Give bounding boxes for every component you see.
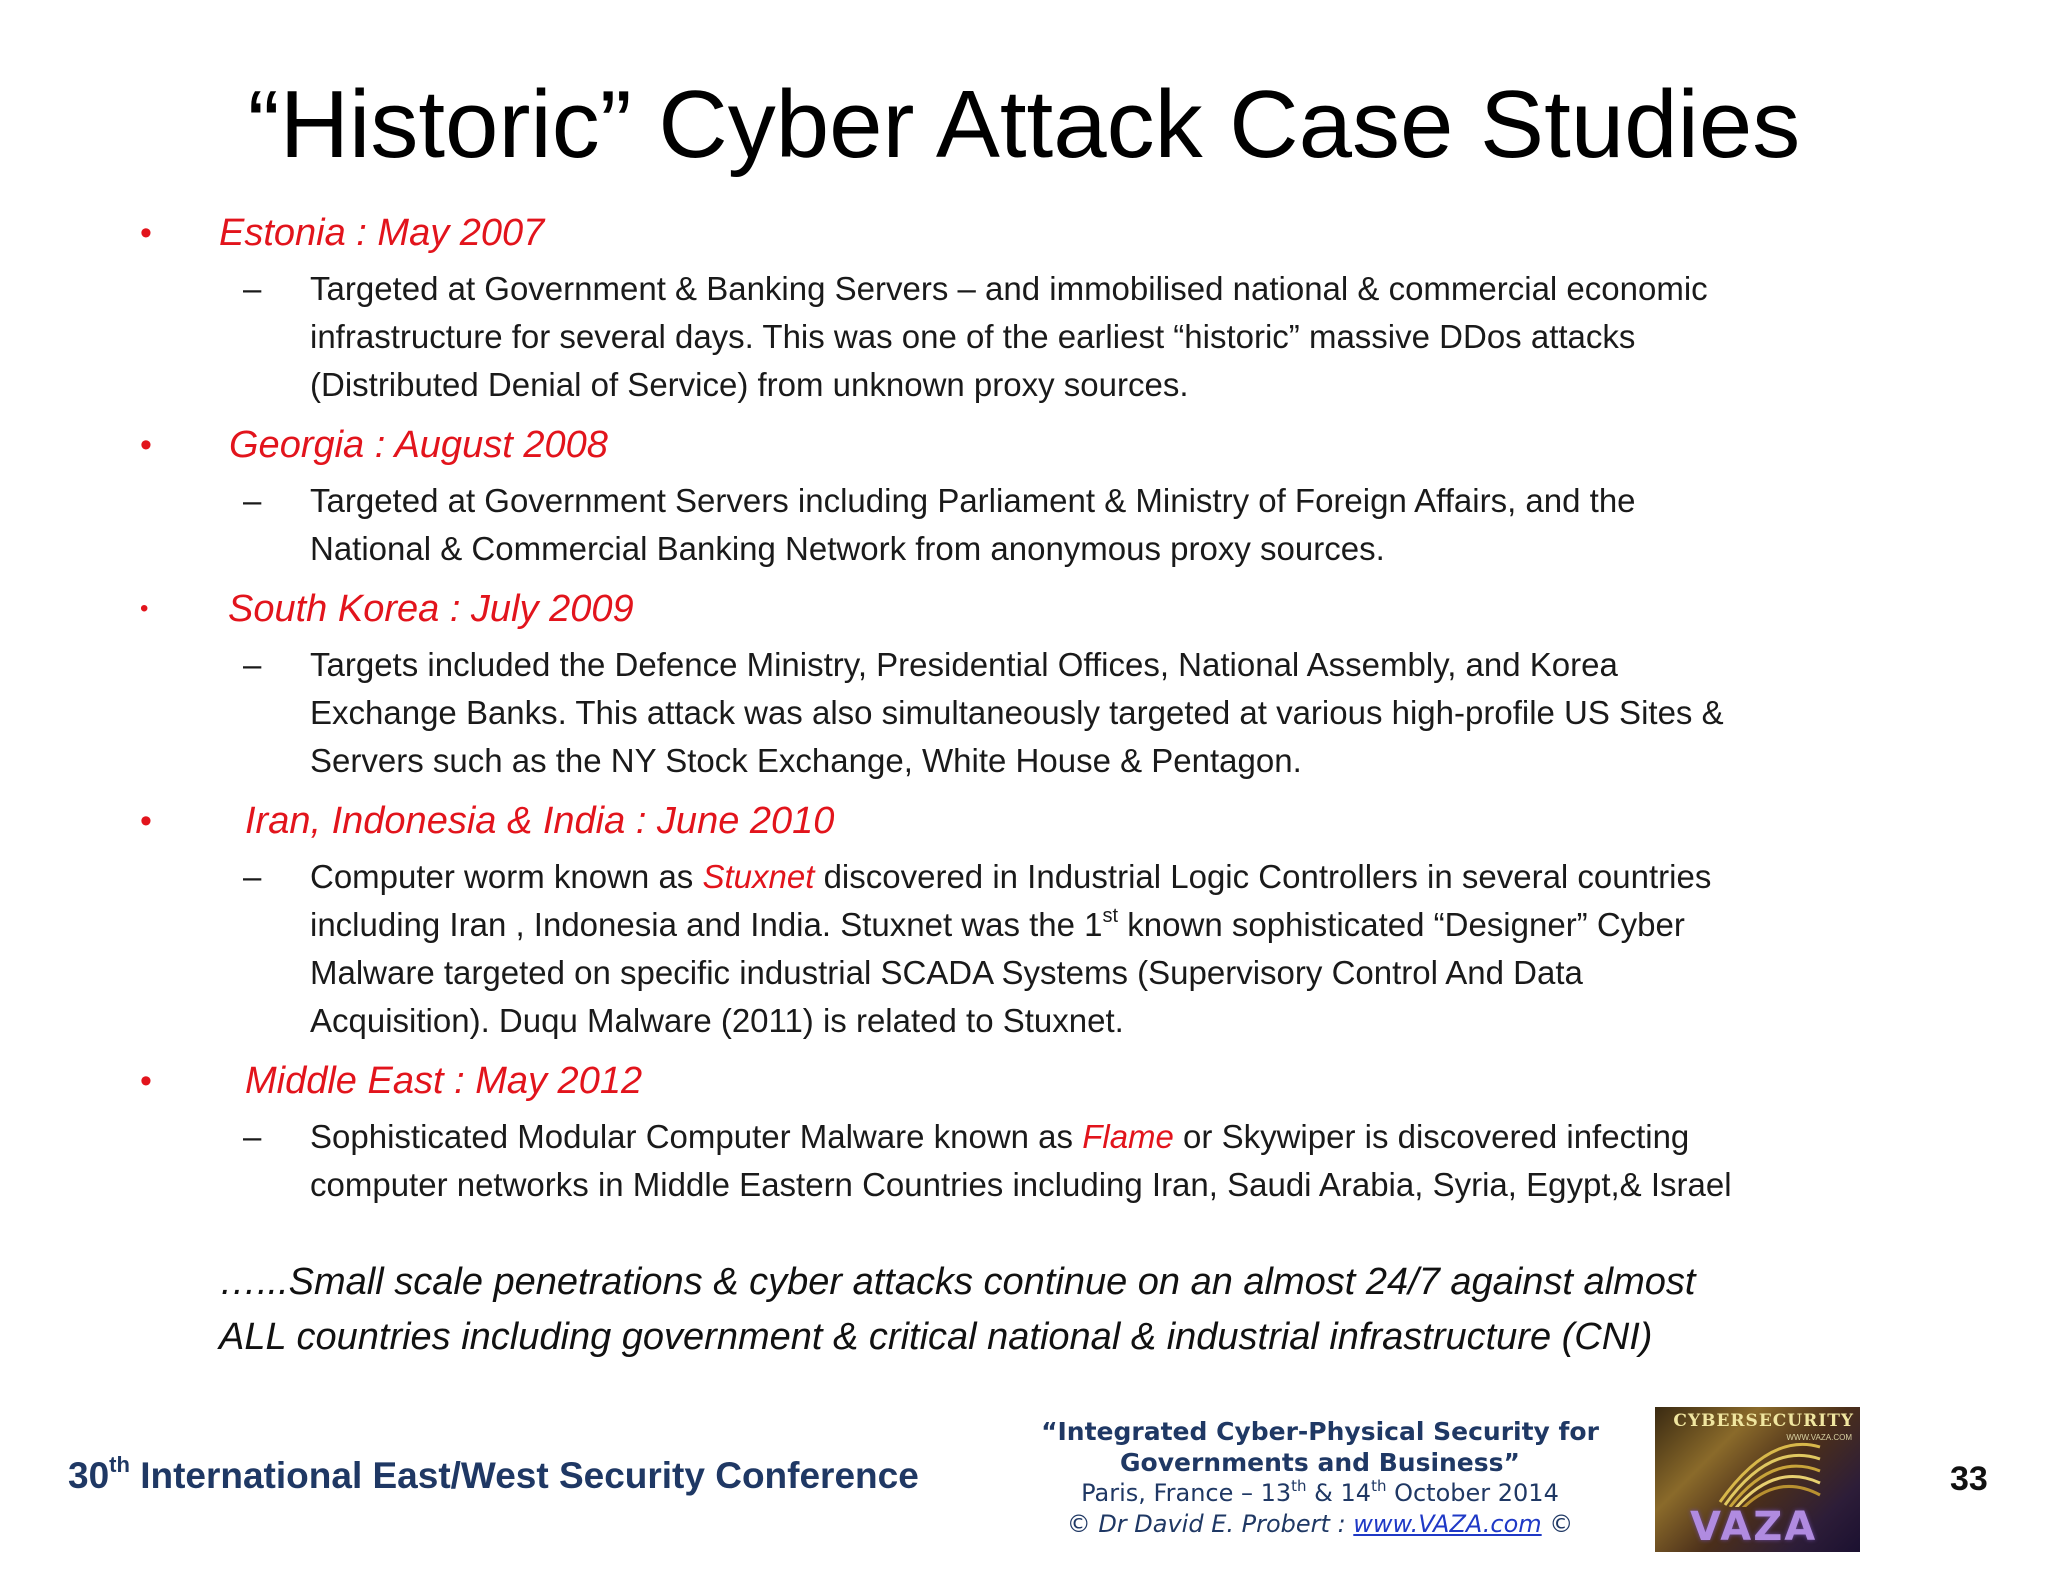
description-text: Sophisticated Modular Computer Malware known as [310,1118,1083,1155]
event-title-line: “Integrated Cyber-Physical Security for [1041,1417,1599,1446]
description-line: Servers such as the NY Stock Exchange, White House & Pentagon. [310,742,1302,779]
description-line: Targets included the Defence Ministry, Presidential Offices, National Assembly, and Korea [310,646,1618,683]
vaza-cybersecurity-logo [1655,1407,1860,1552]
case-description-stuxnet [140,853,1940,1045]
event-title-line: Governments and Business” [1120,1448,1520,1477]
bullet-icon: • [140,1062,152,1100]
case-heading-georgia [140,417,1940,473]
case-description-south-korea [140,641,1940,785]
logo-vaza-text: VAZA [1690,1504,1818,1550]
dash-icon: – [243,1118,262,1155]
location-text: Paris, France – 13 [1081,1479,1292,1507]
description-text: or Skywiper is discovered infecting [1173,1118,1690,1155]
closing-line: ALL countries including government & critical national & industrial infrastructure (CNI) [219,1316,1653,1358]
conference-name [68,1452,919,1497]
case-heading-text: South Korea : July 2009 [228,588,634,630]
superscript: th [109,1452,130,1477]
logo-cybersecurity-text: CYBERSECURITY [1673,1411,1854,1431]
description-text: including Iran , Indonesia and India. Stuxnet was the 1 [310,906,1103,943]
event-location-date [1005,1478,1635,1509]
event-info [1005,1416,1635,1540]
description-line [310,1113,1940,1161]
description-line: Acquisition). Duqu Malware (2011) is related to Stuxnet. [310,1002,1124,1039]
superscript: th [1371,1477,1387,1495]
case-heading-text: Iran, Indonesia & India : June 2010 [245,800,835,842]
description-text: Computer worm known as [310,858,703,895]
copyright-line [1005,1509,1635,1540]
bullet-icon: • [140,426,152,464]
bullet-icon: • [140,802,152,840]
description-line [310,853,1940,901]
case-heading-middle-east [140,1053,1940,1109]
dash-icon: – [243,858,262,895]
malware-name-stuxnet: Stuxnet [702,858,815,895]
case-heading-estonia [140,205,1940,261]
copyright-symbol: © [1541,1510,1574,1538]
bullet-icon: • [140,214,152,252]
case-heading-text: Middle East : May 2012 [245,1060,643,1102]
conference-number: 30 [68,1455,110,1496]
case-heading-south-korea [140,581,1940,637]
case-study-list [140,205,1940,1217]
case-heading-iran-indonesia-india [140,793,1940,849]
dash-icon: – [243,270,262,307]
case-description-georgia [140,477,1940,573]
description-line: Targeted at Government & Banking Servers – and immobilised national & commercial economic [310,270,1708,307]
description-line: National & Commercial Banking Network from anonymous proxy sources. [310,530,1385,567]
dash-icon: – [243,482,262,519]
description-line: infrastructure for several days. This was one of the earliest “historic” massive DDos attacks [310,318,1636,355]
description-line: Exchange Banks. This attack was also simultaneously targeted at various high-profile US Sites & [310,694,1724,731]
superscript: th [1291,1477,1307,1495]
bullet-icon: • [140,595,149,622]
location-text: October 2014 [1386,1479,1559,1507]
copyright-author: © Dr David E. Probert : [1066,1510,1354,1538]
description-line: (Distributed Denial of Service) from unknown proxy sources. [310,366,1189,403]
superscript: st [1102,905,1119,927]
description-line: computer networks in Middle Eastern Countries including Iran, Saudi Arabia, Syria, Egypt,& Israel [310,1166,1732,1203]
description-line [310,901,1940,949]
page-number: 33 [1950,1460,1988,1498]
case-heading-text: Estonia : May 2007 [219,212,545,254]
description-text: known sophisticated “Designer” Cyber [1118,906,1685,943]
dash-icon: – [243,646,262,683]
malware-name-flame: Flame [1082,1118,1174,1155]
closing-statement [219,1255,1695,1365]
location-text: & 14 [1306,1479,1372,1507]
vaza-website-link[interactable]: www.VAZA.com [1353,1510,1542,1538]
description-line: Targeted at Government Servers including Parliament & Ministry of Foreign Affairs, and the [310,482,1636,519]
slide-title: “Historic” Cyber Attack Case Studies [247,71,1801,178]
conference-title: International East/West Security Conference [129,1455,919,1496]
case-description-estonia [140,265,1940,409]
description-line: Malware targeted on specific industrial SCADA Systems (Supervisory Control And Data [310,954,1583,991]
case-heading-text: Georgia : August 2008 [229,424,608,466]
case-description-flame [140,1113,1940,1209]
closing-line: …...Small scale penetrations & cyber attacks continue on an almost 24/7 against almost [219,1261,1696,1303]
description-text: discovered in Industrial Logic Controllers in several countries [814,858,1712,895]
logo-url-text: WWW.VAZA.COM [1786,1433,1852,1442]
